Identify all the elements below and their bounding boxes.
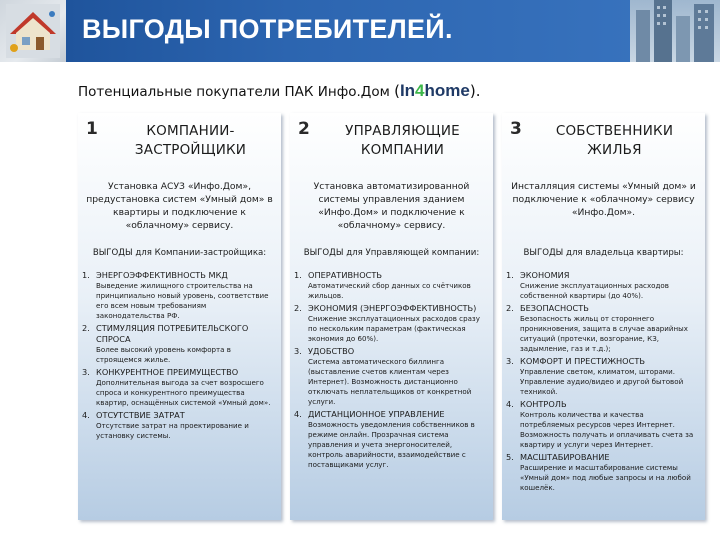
benefits-list [82, 270, 275, 443]
benefit-description: Расширение и масштабирование системы «Умный дом» под любые запросы и на любой кошелёк. [520, 463, 691, 492]
benefit-description: Управление светом, климатом, шторами. Управление аудио/видео и другой бытовой техникой. [520, 367, 684, 396]
benefit-label: БЕЗОПАСНОСТЬ [520, 303, 589, 313]
city-buildings-image [630, 0, 720, 62]
subtitle-close-paren: ). [469, 82, 481, 100]
benefit-description: Дополнительная выгода за счет возросшего спроса и конкурентного преимущества квартир, оснащённых системой «Умный дом». [96, 378, 271, 407]
benefit-number: 1. [82, 270, 90, 280]
benefit-number: 1. [506, 270, 514, 280]
benefit-label: ЭНЕРГОЭФФЕКТИВНОСТЬ МКД [96, 270, 228, 280]
benefit-label: КОНТРОЛЬ [520, 399, 567, 409]
column-homeowners [502, 113, 705, 520]
benefit-number: 3. [82, 367, 90, 377]
benefit-label: КОНКУРЕНТНОЕ ПРЕИМУЩЕСТВО [96, 367, 239, 377]
benefit-number: 4. [294, 409, 302, 419]
list-item [506, 356, 699, 397]
benefit-description: Более высокий уровень комфорта в строящемся жилье. [96, 345, 231, 364]
benefit-description: Безопасность жильц от стороннего проникновения, защита в случае аварийных ситуаций (протечки, возгорание, КЗ, задымление, газ и т.д.); [520, 314, 688, 353]
benefit-label: УДОБСТВО [308, 346, 355, 356]
column-management-companies [290, 113, 493, 520]
list-item [82, 367, 275, 408]
header-banner [0, 0, 720, 62]
list-item [506, 303, 699, 354]
benefit-label: СТИМУЛЯЦИЯ ПОТРЕБИТЕЛЬСКОГО СПРОСА [96, 323, 249, 344]
subtitle-open-paren: ( [394, 82, 400, 100]
benefit-description: Система автоматического биллинга (выставление счетов клиентам через Интернет). Возможность дистанционно отключать неплательщиков от конкретной услуги. [308, 357, 472, 406]
benefit-label: МАСШТАБИРОВАНИЕ [520, 452, 610, 462]
list-item [294, 270, 487, 301]
subtitle [78, 81, 480, 101]
benefit-description: Автоматический сбор данных со счётчиков жильцов. [308, 281, 471, 300]
benefit-number: 3. [506, 356, 514, 366]
benefits-list [294, 270, 487, 472]
house-logo [0, 0, 66, 62]
list-item [294, 303, 487, 344]
column-description: Инсталляция системы «Умный дом» и подключение к «облачному» сервису «Инфо.Дом». [511, 181, 696, 218]
benefit-label: ЭКОНОМИЯ [520, 270, 570, 280]
list-item [82, 410, 275, 441]
benefit-number: 4. [82, 410, 90, 420]
benefit-number: 2. [294, 303, 302, 313]
benefit-number: 5. [506, 452, 514, 462]
benefit-label: КОМФОРТ И ПРЕСТИЖНОСТЬ [520, 356, 645, 366]
benefit-description: Выведение жилищного строительства на принципиально новый уровень, соответствие его всем новым требованиям законодательства РФ. [96, 281, 269, 320]
subtitle-text: Потенциальные покупатели ПАК Инфо.Дом [78, 84, 390, 100]
list-item [294, 409, 487, 470]
benefit-label: ОПЕРАТИВНОСТЬ [308, 270, 382, 280]
list-item [294, 346, 487, 407]
column-number: 3 [510, 119, 522, 139]
benefit-number: 3. [294, 346, 302, 356]
brand-part-home: home [424, 81, 470, 100]
brand-part-in: In [399, 81, 416, 100]
benefit-number: 2. [82, 323, 90, 333]
list-item [506, 452, 699, 493]
column-description: Установка АСУЗ «Инфо.Дом», предустановка систем «Умный дом» в квартиры и подключение к «облачному» сервису. [86, 181, 273, 231]
benefit-label: ОТСУТСТВИЕ ЗАТРАТ [96, 410, 185, 420]
benefits-heading: ВЫГОДЫ для Управляющей компании: [303, 248, 480, 258]
column-developers [78, 113, 281, 520]
page-title: ВЫГОДЫ ПОТРЕБИТЕЛЕЙ. [82, 14, 453, 44]
list-item [506, 270, 699, 301]
benefit-label: ДИСТАНЦИОННОЕ УПРАВЛЕНИЕ [308, 409, 445, 419]
column-number: 2 [298, 119, 310, 139]
benefit-description: Снижение эксплуатационных расходов собственной квартиры (до 40%). [520, 281, 669, 300]
benefit-label: ЭКОНОМИЯ (ЭНЕРГОЭФФЕКТИВНОСТЬ) [308, 303, 477, 313]
column-description: Установка автоматизированной системы управления зданием «Инфо.Дом» и подключение к «облачному» сервису. [313, 181, 470, 231]
benefit-number: 4. [506, 399, 514, 409]
column-title: УПРАВЛЯЮЩИЕ КОМПАНИИ [345, 123, 460, 158]
benefit-description: Контроль количества и качества потребляемых ресурсов через Интернет. Возможность получать и оплачивать счета за квартиру и услуги через Интернет. [520, 410, 694, 449]
benefit-number: 1. [294, 270, 302, 280]
benefits-heading: ВЫГОДЫ для Компании-застройщика: [92, 248, 267, 258]
benefit-description: Отсутствие затрат на проектирование и установку системы. [96, 421, 249, 440]
brand-logo-text [400, 81, 470, 100]
benefit-description: Возможность уведомления собственников в режиме онлайн. Прозрачная система управления и учета энергоносителей, контроль аварийности, взаимодействие с поставщиками услуг. [308, 420, 475, 469]
benefit-number: 2. [506, 303, 514, 313]
column-title: КОМПАНИИ-ЗАСТРОЙЩИКИ [134, 123, 247, 158]
brand-part-4: 4 [415, 81, 425, 100]
benefits-heading: ВЫГОДЫ для владельца квартиры: [523, 248, 684, 258]
list-item [82, 270, 275, 321]
list-item [82, 323, 275, 365]
column-number: 1 [86, 119, 98, 139]
benefits-list [506, 270, 699, 495]
benefit-description: Снижение эксплуатационных расходов сразу по нескольким параметрам (фактическая экономия до 60%). [308, 314, 480, 343]
list-item [506, 399, 699, 450]
column-title: СОБСТВЕННИКИ ЖИЛЬЯ [555, 123, 674, 158]
